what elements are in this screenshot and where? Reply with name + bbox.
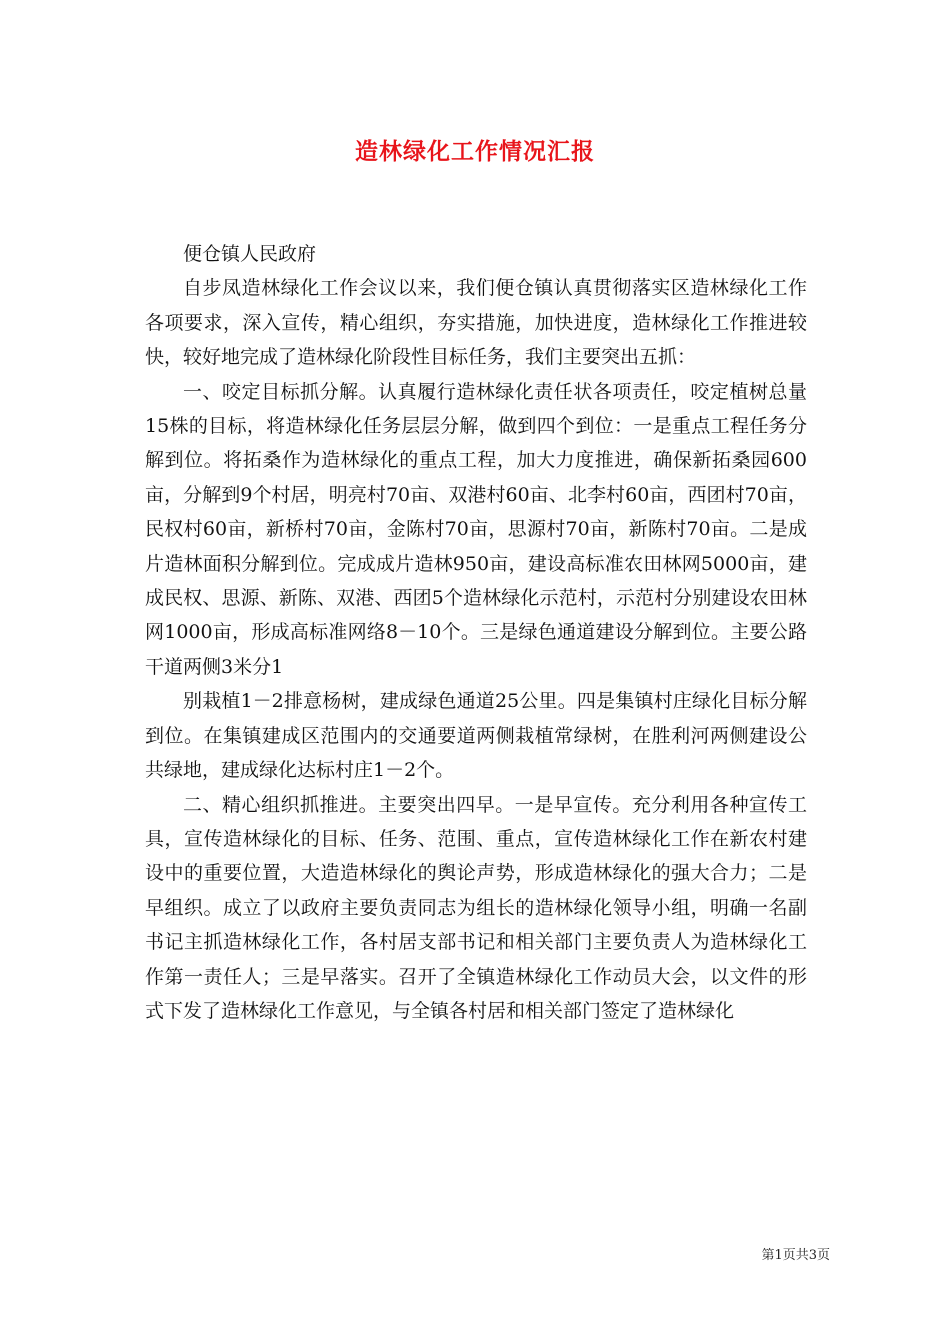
paragraph-intro: 自步凤造林绿化工作会议以来，我们便仓镇认真贯彻落实区造林绿化工作各项要求，深入宣传，精心组织，夯实措施，加快进度，造林绿化工作推进较快，较好地完成了造林绿化阶段性目标任务，我们主要突出五抓： — [145, 277, 807, 369]
paragraph-section-1-continued: 别栽植1－2排意杨树，建成绿色通道25公里。四是集镇村庄绿化目标分解到位。在集镇建成区范围内的交通要道两侧栽植常绿树，在胜利河两侧建设公共绿地，建成绿化达标村庄1－2个。 — [145, 690, 807, 782]
document-title: 造林绿化工作情况汇报 — [355, 138, 595, 165]
paragraph-section-1: 一、咬定目标抓分解。认真履行造林绿化责任状各项责任，咬定植树总量15株的目标，将造林绿化任务层层分解，做到四个到位：一是重点工程任务分解到位。将拓桑作为造林绿化的重点工程，加大力度推进，确保新拓桑园600亩，分解到9个村居，明亮村70亩、双港村60亩、北李村60亩，西团村70亩，民权村60亩，新桥村70亩，金陈村70亩，思源村70亩，新陈村70亩。二是成片造林面积分解到位。完成成片造林950亩，建设高标准农田林网5000亩，建成民权、思源、新陈、双港、西团5个造林绿化示范村，示范村分别建设农田林网1000亩，形成高标准网络8－10个。三是绿色通道建设分解到位。主要公路干道两侧3米分1 — [145, 380, 807, 678]
paragraph-section-2: 二、精心组织抓推进。主要突出四早。一是早宣传。充分利用各种宣传工具，宣传造林绿化的目标、任务、范围、重点，宣传造林绿化工作在新农村建设中的重要位置，大造造林绿化的舆论声势，形成造林绿化的强大合力；二是早组织。成立了以政府主要负责同志为组长的造林绿化领导小组，明确一名副书记主抓造林绿化工作，各村居支部书记和相关部门主要负责人为造林绿化工作第一责任人；三是早落实。召开了全镇造林绿化工作动员大会，以文件的形式下发了造林绿化工作意见，与全镇各村居和相关部门签定了造林绿化 — [145, 793, 807, 1022]
page-number-footer: 第1页共3页 — [761, 1248, 830, 1263]
author-line: 便仓镇人民政府 — [183, 243, 317, 265]
document-body — [145, 237, 807, 1028]
